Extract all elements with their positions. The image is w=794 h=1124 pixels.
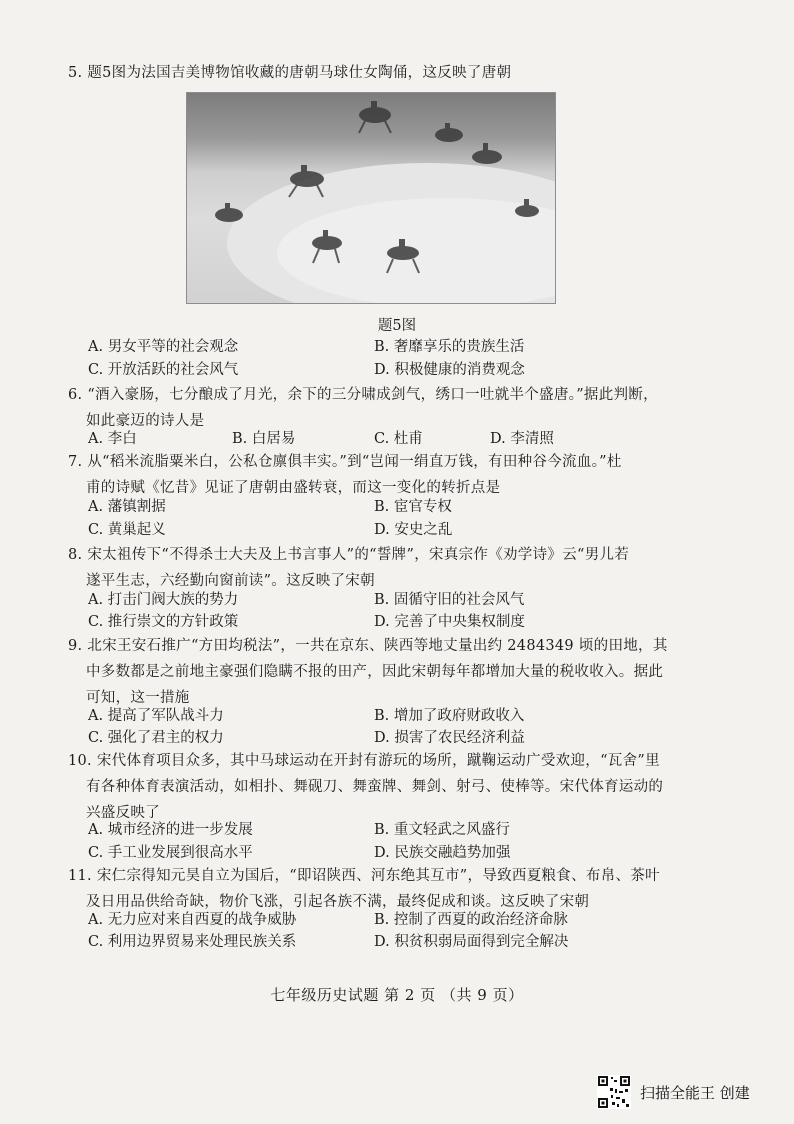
qr-code-icon: [597, 1075, 631, 1109]
option-b: B. 奢靡享乐的贵族生活: [374, 339, 525, 355]
question-8-stem: [68, 542, 668, 594]
option-c: C. 利用边界贸易来处理民族关系: [88, 934, 297, 950]
question-7-stem: [68, 449, 668, 501]
option-b: B. 固循守旧的社会风气: [374, 592, 525, 608]
option-b: B. 重文轻武之风盛行: [374, 822, 510, 838]
option-d: D. 积极健康的消费观念: [374, 362, 525, 378]
page-footer: 七年级历史试题 第 2 页 （共 9 页）: [270, 986, 524, 1004]
stem-line: 兴盛反映了: [86, 805, 160, 821]
stem-line: 9. 北宋王安石推广“方田均税法”，一共在京东、陕西等地丈量出约 2484349 顷的田地，其: [68, 638, 668, 654]
polo-figurines-photo: [186, 92, 556, 304]
stem-line: 遂平生志，六经勤向窗前读”。这反映了宋朝: [86, 573, 375, 589]
question-10-stem: [68, 748, 668, 826]
option-a: A. 城市经济的进一步发展: [88, 822, 253, 838]
option-b: B. 宦官专权: [374, 499, 452, 515]
option-b: B. 白居易: [232, 431, 296, 447]
stem-line: 有各种体育表演活动，如相扑、舞砚刀、舞蛮牌、舞剑、射弓、使棒等。宋代体育运动的: [86, 779, 664, 795]
option-a: A. 无力应对来自西夏的战争威胁: [88, 912, 297, 928]
question-5-stem: [68, 60, 668, 86]
option-c: C. 强化了君主的权力: [88, 730, 224, 746]
option-c: C. 开放活跃的社会风气: [88, 362, 239, 378]
option-d: D. 积贫积弱局面得到完全解决: [374, 934, 569, 950]
option-c: C. 推行崇文的方针政策: [88, 614, 239, 630]
option-d: D. 完善了中央集权制度: [374, 614, 525, 630]
figure-caption: 题5图: [377, 318, 417, 334]
stem-line: 如此豪迈的诗人是: [86, 413, 205, 429]
option-a: A. 男女平等的社会观念: [88, 339, 239, 355]
option-b: B. 控制了西夏的政治经济命脉: [374, 912, 568, 928]
option-c: C. 手工业发展到很高水平: [88, 845, 253, 861]
option-a: A. 藩镇割据: [88, 499, 166, 515]
option-a: A. 打击门阀大族的势力: [88, 592, 239, 608]
stem-line: 11. 宋仁宗得知元昊自立为国后，“即诏陕西、河东绝其互市”，导致西夏粮食、布帛、茶叶: [68, 868, 660, 884]
stem-line: 7. 从“稻米流脂粟米白，公私仓廪俱丰实。”到“岂闻一绢直万钱，有田种谷今流血。”杜: [68, 454, 622, 470]
scanner-brand-label: 扫描全能王 创建: [640, 1084, 750, 1102]
stem-line: 及日用品供给奇缺，物价飞涨，引起各族不满，最终促成和谈。这反映了宋朝: [86, 894, 590, 910]
stem-line: 5. 题5图为法国吉美博物馆收藏的唐朝马球仕女陶俑，这反映了唐朝: [68, 65, 512, 81]
question-11-stem: [68, 863, 668, 915]
option-a: A. 李白: [88, 431, 137, 447]
stem-line: 6. “酒入豪肠，七分酿成了月光，余下的三分啸成剑气，绣口一吐就半个盛唐。”据此判断，: [68, 387, 658, 403]
polo-figurines-illustration: [187, 93, 555, 303]
option-d: D. 李清照: [490, 431, 554, 447]
option-d: D. 安史之乱: [374, 522, 453, 538]
stem-line: 10. 宋代体育项目众多，其中马球运动在开封有游玩的场所，蹴鞠运动广受欢迎，“瓦舍”里: [68, 753, 660, 769]
stem-line: 8. 宋太祖传下“不得杀士大夫及上书言事人”的“誓牌”，宋真宗作《劝学诗》云“男儿若: [68, 547, 630, 563]
option-d: D. 民族交融趋势加强: [374, 845, 511, 861]
stem-line: 中多数都是之前地主豪强们隐瞒不报的田产，因此宋朝每年都增加大量的税收收入。据此: [86, 664, 664, 680]
option-b: B. 增加了政府财政收入: [374, 708, 525, 724]
option-a: A. 提高了军队战斗力: [88, 708, 224, 724]
question-9-stem: [68, 633, 668, 711]
stem-line: 可知，这一措施: [86, 690, 190, 706]
stem-line: 甫的诗赋《忆昔》见证了唐朝由盛转衰，而这一变化的转折点是: [86, 480, 501, 496]
question-6-stem: [68, 382, 668, 434]
option-d: D. 损害了农民经济利益: [374, 730, 525, 746]
option-c: C. 黄巢起义: [88, 522, 166, 538]
option-c: C. 杜甫: [374, 431, 423, 447]
